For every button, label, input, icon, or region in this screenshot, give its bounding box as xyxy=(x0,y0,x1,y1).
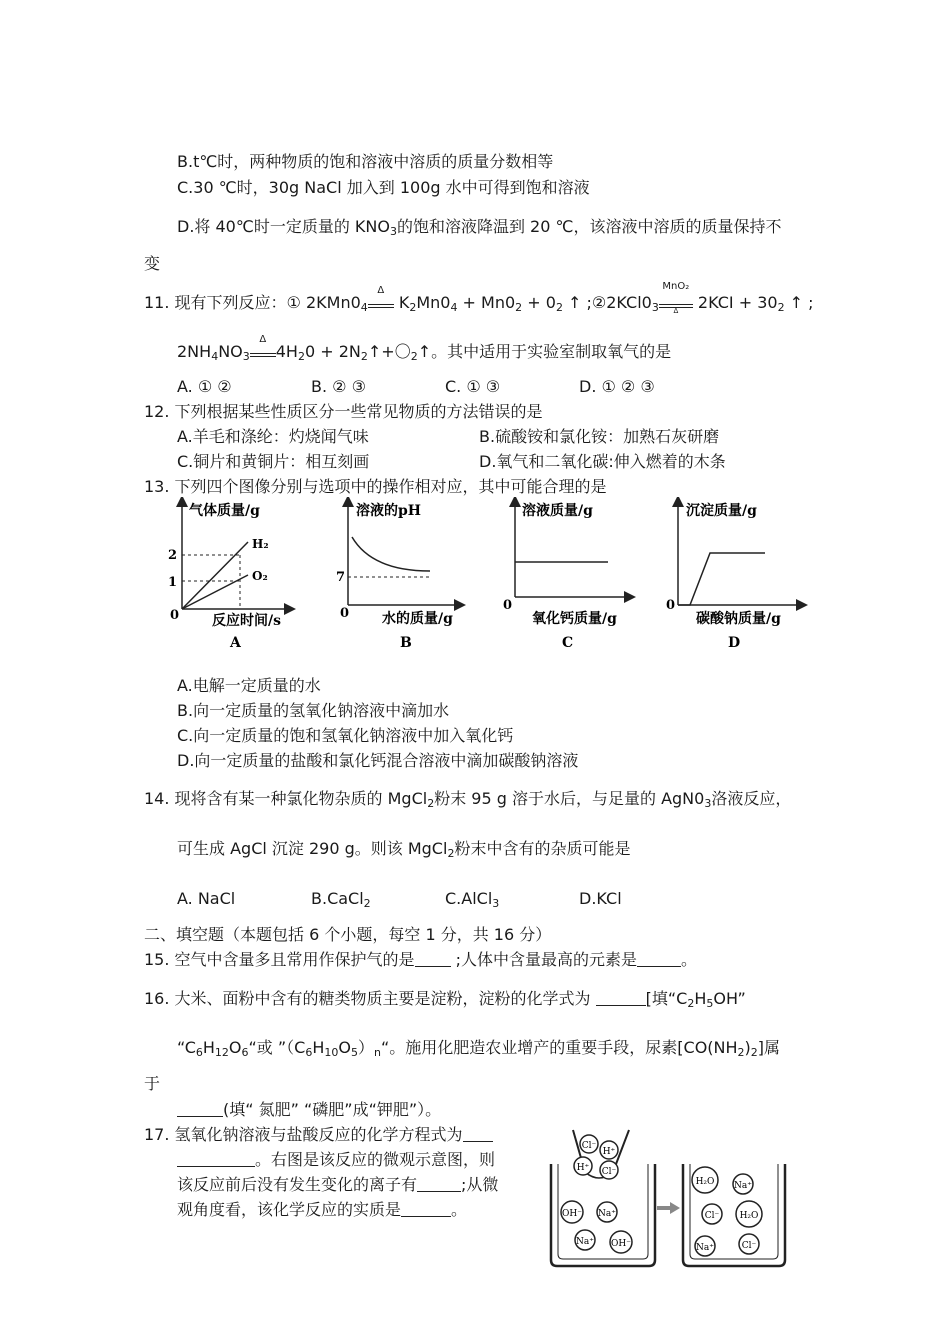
q14-stem-line2: 可生成 AgCl 沉淀 290 g。则该 MgCl$_2$粉末中含有的杂质可能是 xyxy=(177,839,631,860)
graphs-svg xyxy=(160,497,810,657)
graph-b-origin: 0 xyxy=(340,606,350,621)
ion-after-3 xyxy=(702,1204,722,1224)
q16-line1: 16. 大米、面粉中含有的糖类物质主要是淀粉，淀粉的化学式为 [填“$C_2H_5OH$” xyxy=(144,989,746,1010)
q13-option-b: B.向一定质量的氢氧化钠溶液中滴加水 xyxy=(177,701,450,720)
q11-option-d: D. ① ② ③ xyxy=(579,377,655,396)
q16-line2: “$C_6H_{12}O_6“$或 $”(C_6H_{10}O_5)_n“$。施用化肥造农业增产的重要手段，尿素$[CO(NH_2)_2]$属 xyxy=(177,1038,781,1059)
q15-blank-2 xyxy=(637,952,681,967)
q12-option-c: C.铜片和黄铜片：相互刻画 xyxy=(177,452,370,471)
graph-b-xlabel: 水的质量/g xyxy=(382,611,453,627)
q11-option-a: A. ① ② xyxy=(177,377,232,396)
heat-condition-arrow: Δ xyxy=(250,343,276,357)
q17-blank-1b xyxy=(177,1152,255,1167)
ion-before-8 xyxy=(610,1231,632,1253)
reaction-arrow xyxy=(657,1202,680,1214)
q15-blank-1 xyxy=(415,952,451,967)
svg-text:Cl⁻: Cl⁻ xyxy=(704,1211,720,1221)
q14-option-d: D.KCl xyxy=(579,889,622,908)
graph-d-ylabel: 沉淀质量/g xyxy=(686,503,757,519)
ion-before-2 xyxy=(574,1157,592,1175)
q14-stem-line1: 14. 现将含有某一种氯化物杂质的 MgCl$_2$粉末 95 g 溶于水后，与足量的 $AgN0_3$洛液反应， xyxy=(144,789,792,810)
ion-after-5 xyxy=(695,1236,715,1256)
q17-line1: 17. 氢氧化钠溶液与盐酸反应的化学方程式为 xyxy=(144,1125,493,1145)
q17-blank-3 xyxy=(401,1202,451,1217)
q12-option-a: A.羊毛和涤纶：灼烧闻气味 xyxy=(177,427,369,446)
ion-before-7 xyxy=(575,1230,595,1250)
q13-option-a: A.电解一定质量的水 xyxy=(177,676,321,695)
graph-c xyxy=(503,501,630,651)
q11-option-c: C. ① ③ xyxy=(445,377,501,396)
graph-d-origin: 0 xyxy=(666,598,676,613)
svg-text:Cl⁻: Cl⁻ xyxy=(581,1141,597,1151)
q12-option-d: D.氧气和二氧化碳:伸入燃着的木条 xyxy=(479,452,726,471)
ion-after-2 xyxy=(733,1174,753,1194)
graph-a-o2-line xyxy=(182,575,248,609)
ion-after-4 xyxy=(736,1201,762,1227)
graph-d xyxy=(666,501,802,651)
q16-line4: (填“ 氮肥” “磷肥”成“钾肥”）。 xyxy=(177,1100,441,1120)
svg-text:Na⁺: Na⁺ xyxy=(734,1181,752,1191)
heat-condition-arrow: Δ xyxy=(368,294,394,308)
graph-a-tick-1: 1 xyxy=(168,575,178,590)
graph-a-h2-line xyxy=(182,542,248,609)
svg-text:H₂O: H₂O xyxy=(739,1211,759,1221)
graph-c-origin: 0 xyxy=(503,598,513,613)
graph-a-xlabel: 反应时间/s xyxy=(212,613,281,629)
micro-svg xyxy=(545,1128,790,1273)
q17-micro-diagram xyxy=(545,1128,790,1273)
q14-option-b: B.CaCl$_2$ xyxy=(311,889,371,910)
graph-a-o2-label: O₂ xyxy=(252,569,268,583)
graph-b-caption: B xyxy=(400,635,412,651)
svg-text:Na⁺: Na⁺ xyxy=(598,1209,616,1219)
graph-b xyxy=(336,501,460,651)
graph-d-xlabel: 碳酸钠质量/g xyxy=(696,611,781,627)
q11-option-b: B. ② ③ xyxy=(311,377,366,396)
beaker-after xyxy=(683,1164,785,1266)
ion-before-6 xyxy=(597,1202,617,1222)
q10-option-c: C.30 ℃时，30g NaCl 加入到 100g 水中可得到饱和溶液 xyxy=(177,178,590,197)
q17-blank-2 xyxy=(417,1177,461,1192)
q14-option-c: C.AlCl$_3$ xyxy=(445,889,500,910)
graph-b-tick-7: 7 xyxy=(336,570,346,585)
svg-text:OH⁻: OH⁻ xyxy=(611,1239,631,1249)
graph-d-caption: D xyxy=(728,635,741,651)
svg-text:Cl⁻: Cl⁻ xyxy=(601,1167,617,1177)
graph-c-xlabel: 氧化钙质量/g xyxy=(532,611,617,627)
q12-stem: 12. 下列根据某些性质区分一些常见物质的方法错误的是 xyxy=(144,402,543,421)
q13-option-c: C.向一定质量的饱和氢氧化钠溶液中加入氧化钙 xyxy=(177,726,514,745)
q10-option-d: D.将 40℃时一定质量的 $KNO_3$的饱和溶液降温到 20 ℃，该溶液中溶质的质量保持不 xyxy=(177,217,782,238)
q17-line3: 该反应前后没有发生变化的离子有 ;从微 xyxy=(177,1175,499,1194)
svg-text:Na⁺: Na⁺ xyxy=(696,1243,714,1253)
q15-line: 15. 空气中含量多且常用作保护气的是 ;人体中含量最高的元素是 。 xyxy=(144,950,698,969)
q17-blank-1a xyxy=(463,1127,493,1142)
graph-b-curve xyxy=(352,537,430,571)
q16-blank-2 xyxy=(177,1102,223,1117)
q12-option-b: B.硫酸铵和氯化铵：加熟石灰研磨 xyxy=(479,427,720,446)
svg-text:H⁺: H⁺ xyxy=(602,1147,616,1157)
graph-a-ylabel: 气体质量/g xyxy=(189,503,260,519)
ion-after-6 xyxy=(739,1234,759,1254)
q10-option-d-continued: 变 xyxy=(144,254,161,273)
svg-text:H⁺: H⁺ xyxy=(576,1163,590,1173)
q17-line2: 。右图是该反应的微观示意图，则 xyxy=(177,1150,495,1170)
graph-a-origin: 0 xyxy=(170,608,180,623)
q13-option-d: D.向一定质量的盐酸和氯化钙混合溶液中滴加碳酸钠溶液 xyxy=(177,751,579,770)
graph-c-ylabel: 溶液质量/g xyxy=(522,503,593,519)
q11-reactions-line1: 11. 现有下列反应：① $2KMn0_4$ Δ $K_2Mn0_4 + Mn0_2 + 0_2$ ↑ $;②2KCl0_3$ MnO₂ Δ $2KCI + 30_2$ ↑ ; xyxy=(144,281,814,315)
q16-blank-1 xyxy=(596,991,646,1006)
ion-before-1 xyxy=(580,1135,598,1153)
q11-reactions-line2: $2NH_4NO_3$ Δ $4H_20$ + $2N_2↑+$〇$_2$↑。其中适用于实验室制取氧气的是 xyxy=(177,334,672,363)
graph-c-caption: C xyxy=(562,635,574,651)
svg-text:H₂O: H₂O xyxy=(695,1177,715,1187)
catalyst-condition-arrow: MnO₂ Δ xyxy=(659,294,693,308)
q16-line3: 于 xyxy=(144,1074,161,1093)
ion-before-3 xyxy=(600,1161,618,1179)
ion-before-4 xyxy=(600,1141,618,1159)
q13-stem: 13. 下列四个图像分别与选项中的操作相对应，其中可能合理的是 xyxy=(144,477,607,496)
ion-after-1 xyxy=(692,1167,718,1193)
section-2-heading: 二、填空题（本题包括 6 个小题，每空 1 分，共 16 分） xyxy=(144,925,552,944)
beaker-before xyxy=(551,1130,655,1266)
svg-text:Cl⁻: Cl⁻ xyxy=(741,1241,757,1251)
graph-a-caption: A xyxy=(230,635,241,651)
q17-line4: 观角度看，该化学反应的实质是 。 xyxy=(177,1200,468,1219)
ion-before-5 xyxy=(561,1201,583,1223)
graph-a xyxy=(168,501,290,651)
graph-a-h2-label: H₂ xyxy=(252,537,269,551)
svg-text:OH⁻: OH⁻ xyxy=(562,1209,582,1219)
graph-b-ylabel: 溶液的pH xyxy=(356,503,422,519)
q13-graphs-figure xyxy=(160,497,810,657)
q10-option-b: B.t℃时，两种物质的饱和溶液中溶质的质量分数相等 xyxy=(177,152,554,171)
graph-a-tick-2: 2 xyxy=(168,548,178,563)
q14-option-a: A. NaCl xyxy=(177,889,236,908)
svg-text:Na⁺: Na⁺ xyxy=(576,1237,594,1247)
graph-d-line xyxy=(678,553,765,605)
